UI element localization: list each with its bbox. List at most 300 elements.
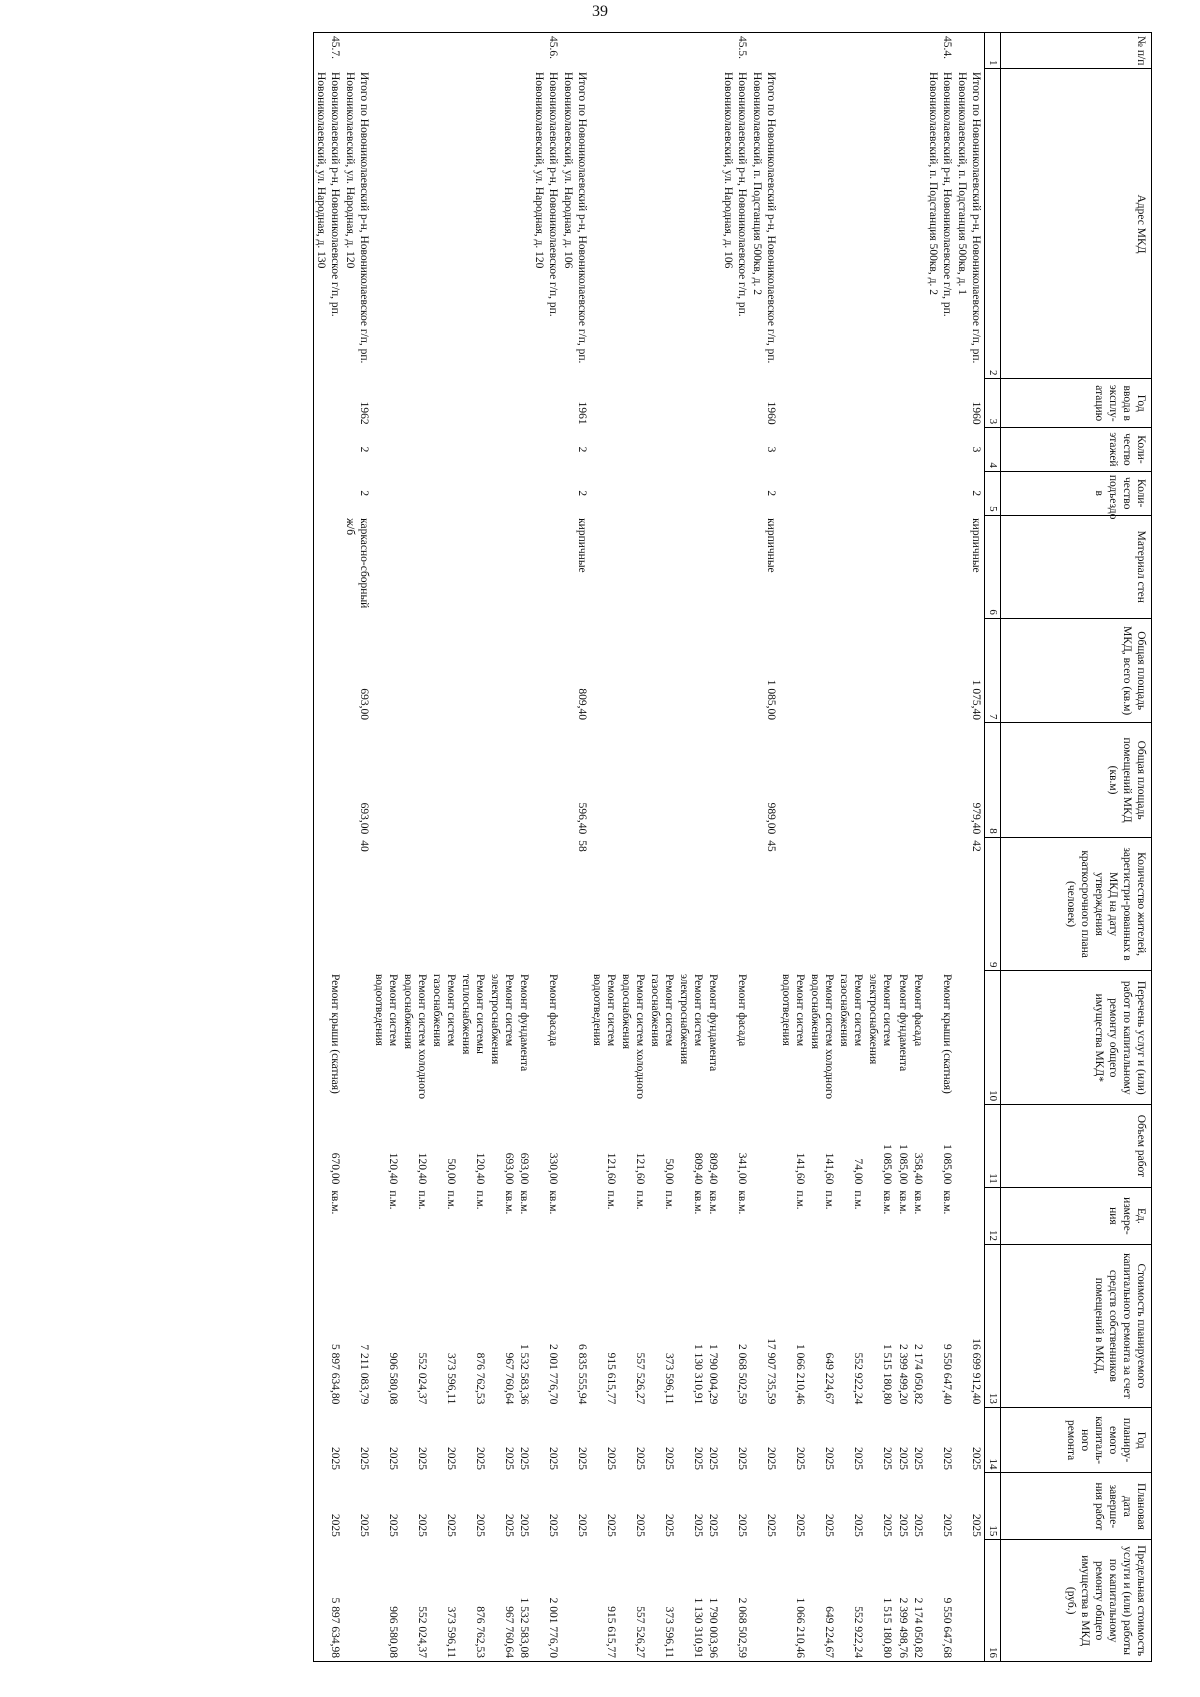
cell-col-5: [532, 471, 561, 515]
cell-col-16: 876 762,53: [459, 1540, 488, 1662]
cell-col-11: 330,00: [547, 1152, 560, 1185]
cell-col-7: [313, 618, 343, 723]
cell-col-8: 596,40: [576, 802, 589, 835]
table-row: [517, 33, 532, 1662]
rotated-table-container: [50, 32, 1152, 1662]
cell-col-12: п.м.: [634, 1190, 647, 1210]
cell-col-10: Ремонт систем электроснабжения: [678, 973, 705, 1065]
cell-col-12: [343, 1187, 372, 1244]
cell-col-11: [955, 1105, 985, 1188]
cell-col-7: [459, 618, 488, 723]
cell-col-1: [866, 33, 895, 69]
cell-col-1: [517, 33, 532, 69]
cell-col-5: 2: [357, 490, 370, 497]
cell-col-15: 2025: [313, 1473, 343, 1540]
cell-col-15: 2025: [518, 1513, 531, 1537]
cell-col-11: 693,00: [503, 1152, 516, 1185]
cell-col-11: [561, 1105, 590, 1188]
cell-col-8: [648, 723, 677, 837]
cell-col-4: [706, 428, 721, 472]
cell-col-4: [517, 428, 532, 472]
cell-col-14: 2025: [794, 1446, 807, 1470]
cell-col-10: Ремонт систем электроснабжения: [867, 973, 894, 1065]
cell-col-5: [648, 471, 677, 515]
cell-col-10: Ремонт систем газоснабжения: [431, 973, 458, 1047]
cell-col-15: 2025: [823, 1513, 836, 1537]
cell-col-9: [372, 837, 401, 971]
cell-col-9: [590, 837, 619, 971]
cell-col-4: [677, 428, 706, 472]
cell-col-14: 2025: [605, 1446, 618, 1470]
cell-col-5: [459, 471, 488, 515]
cell-col-15: 2025: [503, 1513, 516, 1537]
cell-col-16: 2 001 776,70: [532, 1540, 561, 1662]
cell-col-2: [517, 69, 532, 379]
cell-col-6: [706, 515, 721, 618]
cell-col-3: [532, 379, 561, 428]
column-header: № п/п: [1001, 33, 1152, 69]
cell-col-15: 2025: [416, 1513, 428, 1537]
cell-col-16: 2 068 502,59: [721, 1540, 750, 1662]
column-header: Коли-чество этажей: [1001, 428, 1152, 472]
cell-col-6: кирпичные: [576, 518, 589, 573]
cell-col-14: 2025: [881, 1446, 894, 1470]
cell-col-11: 120,40: [386, 1152, 399, 1185]
cell-col-1: [955, 33, 985, 69]
cell-col-5: [619, 471, 648, 515]
cell-col-11: 120,40: [416, 1152, 428, 1185]
cell-col-12: кв.м.: [896, 1190, 909, 1215]
cell-col-15: 2025: [911, 1513, 924, 1537]
cell-col-16: 557 526,27: [619, 1540, 648, 1662]
cell-col-3: [837, 379, 866, 428]
cell-col-8: [837, 723, 866, 837]
cell-col-9: 40: [357, 840, 370, 852]
cell-col-14: 2025: [547, 1446, 560, 1470]
column-number: 5: [984, 471, 1000, 515]
cell-col-7: [372, 618, 401, 723]
cell-col-5: [837, 471, 866, 515]
cell-col-4: [779, 428, 808, 472]
cell-col-14: 2025: [911, 1446, 924, 1470]
cell-col-1: [677, 33, 706, 69]
cell-col-10: [955, 971, 985, 1105]
cell-col-12: п.м.: [823, 1190, 836, 1210]
column-number: 1: [984, 33, 1000, 69]
cell-col-2: [430, 69, 459, 379]
cell-col-5: [401, 471, 430, 515]
cell-col-14: 2025: [357, 1446, 370, 1470]
cell-col-6: [779, 515, 808, 618]
cell-col-10: Ремонт систем водоотведения: [591, 973, 618, 1047]
cell-col-2: [808, 69, 837, 379]
cell-col-5: [430, 471, 459, 515]
table-row: [896, 33, 911, 1662]
cell-col-13: 2 174 050,82: [911, 1343, 924, 1405]
cell-col-16: 1 066 210,46: [779, 1540, 808, 1662]
cell-col-10: Ремонт систем холодного водоснабжения: [401, 973, 428, 1100]
cell-col-2: Итого по Новониколаевский р-н, Новониколаевское г/п, рп. Новониколаевский, п. Подстанция 500кв, д. 2: [751, 71, 778, 364]
cell-col-12: [561, 1187, 590, 1244]
column-header: Общая площадь помещений МКД (кв.м): [1001, 723, 1152, 837]
cell-col-11: 693,00: [518, 1152, 531, 1185]
cell-col-5: [896, 471, 911, 515]
cell-col-10: Ремонт систем газоснабжения: [838, 973, 865, 1047]
cell-col-2: Новониколаевский р-н, Новониколаевское г/п, рп. Новониколаевский, ул. Народная, д. 120: [533, 71, 560, 317]
cell-col-8: [866, 723, 895, 837]
cell-col-7: [866, 618, 895, 723]
cell-col-7: [721, 618, 750, 723]
table-row: [343, 33, 372, 1662]
cell-col-4: [808, 428, 837, 472]
cell-col-7: [430, 618, 459, 723]
cell-col-14: 2025: [634, 1446, 647, 1470]
cell-col-14: 2025: [576, 1446, 589, 1470]
cell-col-12: п.м.: [445, 1190, 458, 1210]
cell-col-2: Итого по Новониколаевский р-н, Новониколаевское г/п, рп. Новониколаевский, ул. Народная, д. 106: [562, 71, 589, 364]
table-row: [459, 33, 488, 1662]
cell-col-8: [808, 723, 837, 837]
cell-col-10: Ремонт фасада: [736, 973, 749, 1047]
cell-col-15: 2025: [896, 1513, 909, 1537]
cell-col-4: [459, 428, 488, 472]
cell-col-6: [488, 515, 517, 618]
table-row: [532, 33, 561, 1662]
cell-col-2: Новониколаевский р-н, Новониколаевское г/п, рп. Новониколаевский, ул. Народная, д. 106: [722, 71, 749, 317]
cell-col-12: [750, 1187, 779, 1244]
cell-col-6: [619, 515, 648, 618]
cell-col-14: 2025: [416, 1446, 428, 1470]
cell-col-12: п.м.: [794, 1190, 807, 1210]
cell-col-12: [955, 1187, 985, 1244]
table-row: [648, 33, 677, 1662]
cell-col-12: п.м.: [386, 1190, 399, 1210]
cell-col-14: 2025: [503, 1446, 516, 1470]
column-number: 14: [984, 1407, 1000, 1473]
cell-col-15: 2025: [605, 1513, 618, 1537]
cell-col-13: 17 907 735,59: [765, 1338, 778, 1405]
cell-col-14: 2025: [707, 1446, 720, 1470]
cell-col-11: 1 085,00: [881, 1144, 894, 1185]
cell-col-11: 809,40: [692, 1152, 705, 1185]
cell-col-11: 1 085,00: [896, 1144, 909, 1185]
cell-col-14: 2025: [663, 1446, 676, 1470]
column-header: Материал стен: [1001, 515, 1152, 618]
cell-col-8: [779, 723, 808, 837]
cell-col-7: 693,00: [357, 688, 370, 720]
cell-col-11: [750, 1105, 779, 1188]
cell-col-2: Итого по Новониколаевский р-н, Новониколаевское г/п, рп. Новониколаевский, п. Подстанция 500кв, д. 1: [955, 71, 982, 364]
table-row: [619, 33, 648, 1662]
cell-col-7: [401, 618, 430, 723]
cell-col-12: п.м.: [852, 1190, 865, 1210]
cell-col-16: [343, 1540, 372, 1662]
cell-col-5: 2: [969, 490, 982, 497]
cell-col-1: [459, 33, 488, 69]
cell-col-6: [313, 515, 343, 618]
cell-col-15: 2025: [547, 1513, 560, 1537]
column-number: 9: [984, 837, 1000, 971]
cell-col-7: [488, 618, 517, 723]
cell-col-3: [911, 379, 926, 428]
cell-col-15: 2025: [445, 1513, 458, 1537]
column-header: Количество жителей, зарегистри-рованных в МКД на дату утверждения краткосрочного плана (человек): [1001, 837, 1152, 971]
cell-col-3: [459, 379, 488, 428]
cell-col-3: [619, 379, 648, 428]
cell-col-2: [401, 69, 430, 379]
cell-col-1: [648, 33, 677, 69]
cell-col-3: [677, 379, 706, 428]
cell-col-14: 2025: [969, 1446, 982, 1470]
cell-col-16: 9 550 647,68: [926, 1540, 955, 1662]
cell-col-5: [517, 471, 532, 515]
cell-col-15: 2025: [852, 1513, 865, 1537]
cell-col-5: [372, 471, 401, 515]
cell-col-1: [896, 33, 911, 69]
cell-col-16: [750, 1540, 779, 1662]
cell-col-10: Ремонт систем холодного водоснабжения: [809, 973, 836, 1100]
cell-col-14: 2025: [852, 1446, 865, 1470]
cell-col-8: [590, 723, 619, 837]
cell-col-1: [401, 33, 430, 69]
cell-col-7: [896, 618, 911, 723]
cell-col-9: 42: [969, 840, 982, 852]
cell-col-16: 1 790 003,96: [706, 1540, 721, 1662]
table-row: [430, 33, 459, 1662]
table-row: [677, 33, 706, 1662]
cell-col-13: 1 515 180,80: [881, 1343, 894, 1405]
cell-col-15: 2025: [357, 1513, 370, 1537]
cell-col-4: [619, 428, 648, 472]
cell-col-9: 45: [765, 840, 778, 852]
cell-col-2: Итого по Новониколаевский р-н, Новониколаевское г/п, рп. Новониколаевский, ул. Народная, д. 120: [343, 71, 370, 364]
cell-col-4: 3: [765, 446, 778, 453]
cell-col-16: 1 515 180,80: [866, 1540, 895, 1662]
cell-col-1: 45.4.: [926, 33, 955, 69]
cell-col-1: [590, 33, 619, 69]
cell-col-11: 358,40: [911, 1152, 924, 1185]
cell-col-7: [706, 618, 721, 723]
cell-col-15: 2025: [634, 1513, 647, 1537]
cell-col-2: [619, 69, 648, 379]
cell-col-8: [911, 723, 926, 837]
cell-col-13: 915 615,77: [605, 1352, 618, 1405]
cell-col-11: 74,00: [852, 1158, 865, 1185]
cell-col-3: [896, 379, 911, 428]
cell-col-7: [648, 618, 677, 723]
cell-col-3: [430, 379, 459, 428]
cell-col-2: [866, 69, 895, 379]
cell-col-3: [401, 379, 430, 428]
table-row: [750, 33, 779, 1662]
cell-col-6: [808, 515, 837, 618]
cell-col-4: [896, 428, 911, 472]
cell-col-10: Ремонт систем водоотведения: [780, 973, 807, 1047]
cell-col-9: [488, 837, 517, 971]
cell-col-1: [808, 33, 837, 69]
column-header: Объем работ: [1001, 1105, 1152, 1188]
cell-col-13: 5 897 634,80: [313, 1244, 343, 1407]
cell-col-3: 1960: [969, 401, 982, 425]
cell-col-8: [313, 723, 343, 837]
cell-col-1: 45.7.: [313, 33, 343, 69]
cell-col-5: [488, 471, 517, 515]
cell-col-5: [779, 471, 808, 515]
cell-col-7: [590, 618, 619, 723]
cell-col-3: [517, 379, 532, 428]
cell-col-4: 3: [969, 446, 982, 453]
cell-col-6: каркасно-сборный ж/б: [343, 518, 370, 609]
cell-col-6: [430, 515, 459, 618]
cell-col-3: [372, 379, 401, 428]
column-header: Общая площадь МКД, всего (кв.м): [1001, 618, 1152, 723]
cell-col-3: [590, 379, 619, 428]
cell-col-13: 373 596,11: [445, 1353, 458, 1405]
cell-col-3: 1960: [765, 401, 778, 425]
cell-col-10: [561, 971, 590, 1105]
cell-col-6: кирпичные: [969, 518, 982, 573]
header-row: [1001, 33, 1152, 1662]
cell-col-8: [459, 723, 488, 837]
cell-col-4: 2: [357, 446, 370, 453]
cell-col-9: [837, 837, 866, 971]
cell-col-13: 9 550 647,40: [940, 1343, 953, 1405]
column-number: 16: [984, 1540, 1000, 1662]
cell-col-5: [677, 471, 706, 515]
cell-col-7: [532, 618, 561, 723]
column-header: Стоимость планируемого капитального ремонта за счет средств собственников помещений в МКД,: [1001, 1244, 1152, 1407]
cell-col-10: Ремонт фундамента: [518, 973, 531, 1072]
cell-col-16: 5 897 634,98: [313, 1540, 343, 1662]
cell-col-8: 989,00: [765, 802, 778, 835]
cell-col-3: [648, 379, 677, 428]
cell-col-12: кв.м.: [692, 1190, 705, 1215]
cell-col-9: 58: [576, 840, 589, 852]
cell-col-5: [911, 471, 926, 515]
cell-col-12: п.м.: [416, 1190, 428, 1210]
cell-col-5: 2: [765, 490, 778, 497]
cell-col-6: [896, 515, 911, 618]
cell-col-14: 2025: [474, 1446, 487, 1470]
cell-col-15: 2025: [794, 1513, 807, 1537]
cell-col-15: 2025: [707, 1513, 720, 1537]
cell-col-9: [313, 837, 343, 971]
cell-col-4: [648, 428, 677, 472]
cell-col-2: [590, 69, 619, 379]
cell-col-13: 552 024,37: [416, 1352, 428, 1405]
cell-col-4: [866, 428, 895, 472]
cell-col-4: [401, 428, 430, 472]
column-number: 11: [984, 1105, 1000, 1188]
cell-col-9: [779, 837, 808, 971]
cell-col-2: [837, 69, 866, 379]
cell-col-10: Ремонт фасада: [911, 973, 924, 1047]
cell-col-9: [896, 837, 911, 971]
cell-col-16: [561, 1540, 590, 1662]
cell-col-14: 2025: [765, 1446, 778, 1470]
cell-col-16: 906 580,08: [372, 1540, 401, 1662]
table-row: [706, 33, 721, 1662]
cell-col-7: [808, 618, 837, 723]
cell-col-6: [372, 515, 401, 618]
cell-col-3: [779, 379, 808, 428]
cell-col-14: 2025: [823, 1446, 836, 1470]
cell-col-2: Новониколаевский р-н, Новониколаевское г/п, рп. Новониколаевский, п. Подстанция 500кв, д. 2: [926, 71, 953, 317]
cell-col-12: кв.м.: [911, 1190, 924, 1215]
cell-col-4: [837, 428, 866, 472]
cell-col-14: 2025: [692, 1446, 705, 1470]
column-number: 12: [984, 1187, 1000, 1244]
column-number: 6: [984, 515, 1000, 618]
column-header: Плановая дата заверше-ния работ: [1001, 1473, 1152, 1540]
cell-col-4: [926, 428, 955, 472]
cell-col-3: [926, 379, 955, 428]
cell-col-13: 906 580,08: [386, 1352, 399, 1405]
cell-col-16: 649 224,67: [808, 1540, 837, 1662]
cell-col-9: [721, 837, 750, 971]
cell-col-3: [488, 379, 517, 428]
cell-col-8: [677, 723, 706, 837]
cell-col-15: 2025: [386, 1513, 399, 1537]
column-number: 4: [984, 428, 1000, 472]
cell-col-13: 7 211 083,79: [357, 1344, 370, 1405]
cell-col-3: [866, 379, 895, 428]
cell-col-7: 1 075,40: [969, 679, 982, 720]
cell-col-11: 141,60: [823, 1152, 836, 1185]
cell-col-8: [721, 723, 750, 837]
cell-col-16: 373 596,11: [648, 1540, 677, 1662]
cell-col-13: 1 790 004,29: [707, 1343, 720, 1405]
cell-col-8: [706, 723, 721, 837]
cell-col-16: [955, 1540, 985, 1662]
cell-col-3: [313, 379, 343, 428]
cell-col-2: [677, 69, 706, 379]
cell-col-11: 1 085,00: [940, 1144, 953, 1185]
table-row: [911, 33, 926, 1662]
cell-col-12: п.м.: [663, 1190, 676, 1210]
column-header: Адрес МКД: [1001, 69, 1152, 379]
cell-col-7: 809,40: [576, 688, 589, 720]
cell-col-11: 121,60: [605, 1152, 618, 1185]
cell-col-4: [313, 428, 343, 472]
cell-col-5: [926, 471, 955, 515]
column-header: Коли-чество подъездо в: [1001, 471, 1152, 515]
column-header: Ед. измере-ния: [1001, 1187, 1152, 1244]
cell-col-9: [648, 837, 677, 971]
cell-col-3: [721, 379, 750, 428]
cell-col-13: 16 699 912,40: [969, 1338, 982, 1405]
cell-col-14: 2025: [896, 1446, 909, 1470]
cell-col-4: 2: [576, 446, 589, 453]
cell-col-9: [532, 837, 561, 971]
cell-col-12: кв.м.: [313, 1187, 343, 1244]
cell-col-2: Новониколаевский р-н, Новониколаевское г/п, рп. Новониколаевский, ул. Народная, д. 130: [313, 69, 343, 379]
cell-col-6: [648, 515, 677, 618]
cell-col-6: [532, 515, 561, 618]
cell-col-1: [619, 33, 648, 69]
cell-col-5: [866, 471, 895, 515]
cell-col-12: кв.м.: [707, 1190, 720, 1215]
cell-col-5: [721, 471, 750, 515]
cell-col-13: 1 130 310,91: [692, 1343, 705, 1405]
cell-col-9: [401, 837, 430, 971]
cell-col-6: [517, 515, 532, 618]
cell-col-6: [401, 515, 430, 618]
cell-col-15: 2025: [881, 1513, 894, 1537]
table-row: [926, 33, 955, 1662]
column-header: Перечень услуг и (или) работ по капитальному ремонту общего имущества МКД*: [1001, 971, 1152, 1105]
cell-col-8: [430, 723, 459, 837]
